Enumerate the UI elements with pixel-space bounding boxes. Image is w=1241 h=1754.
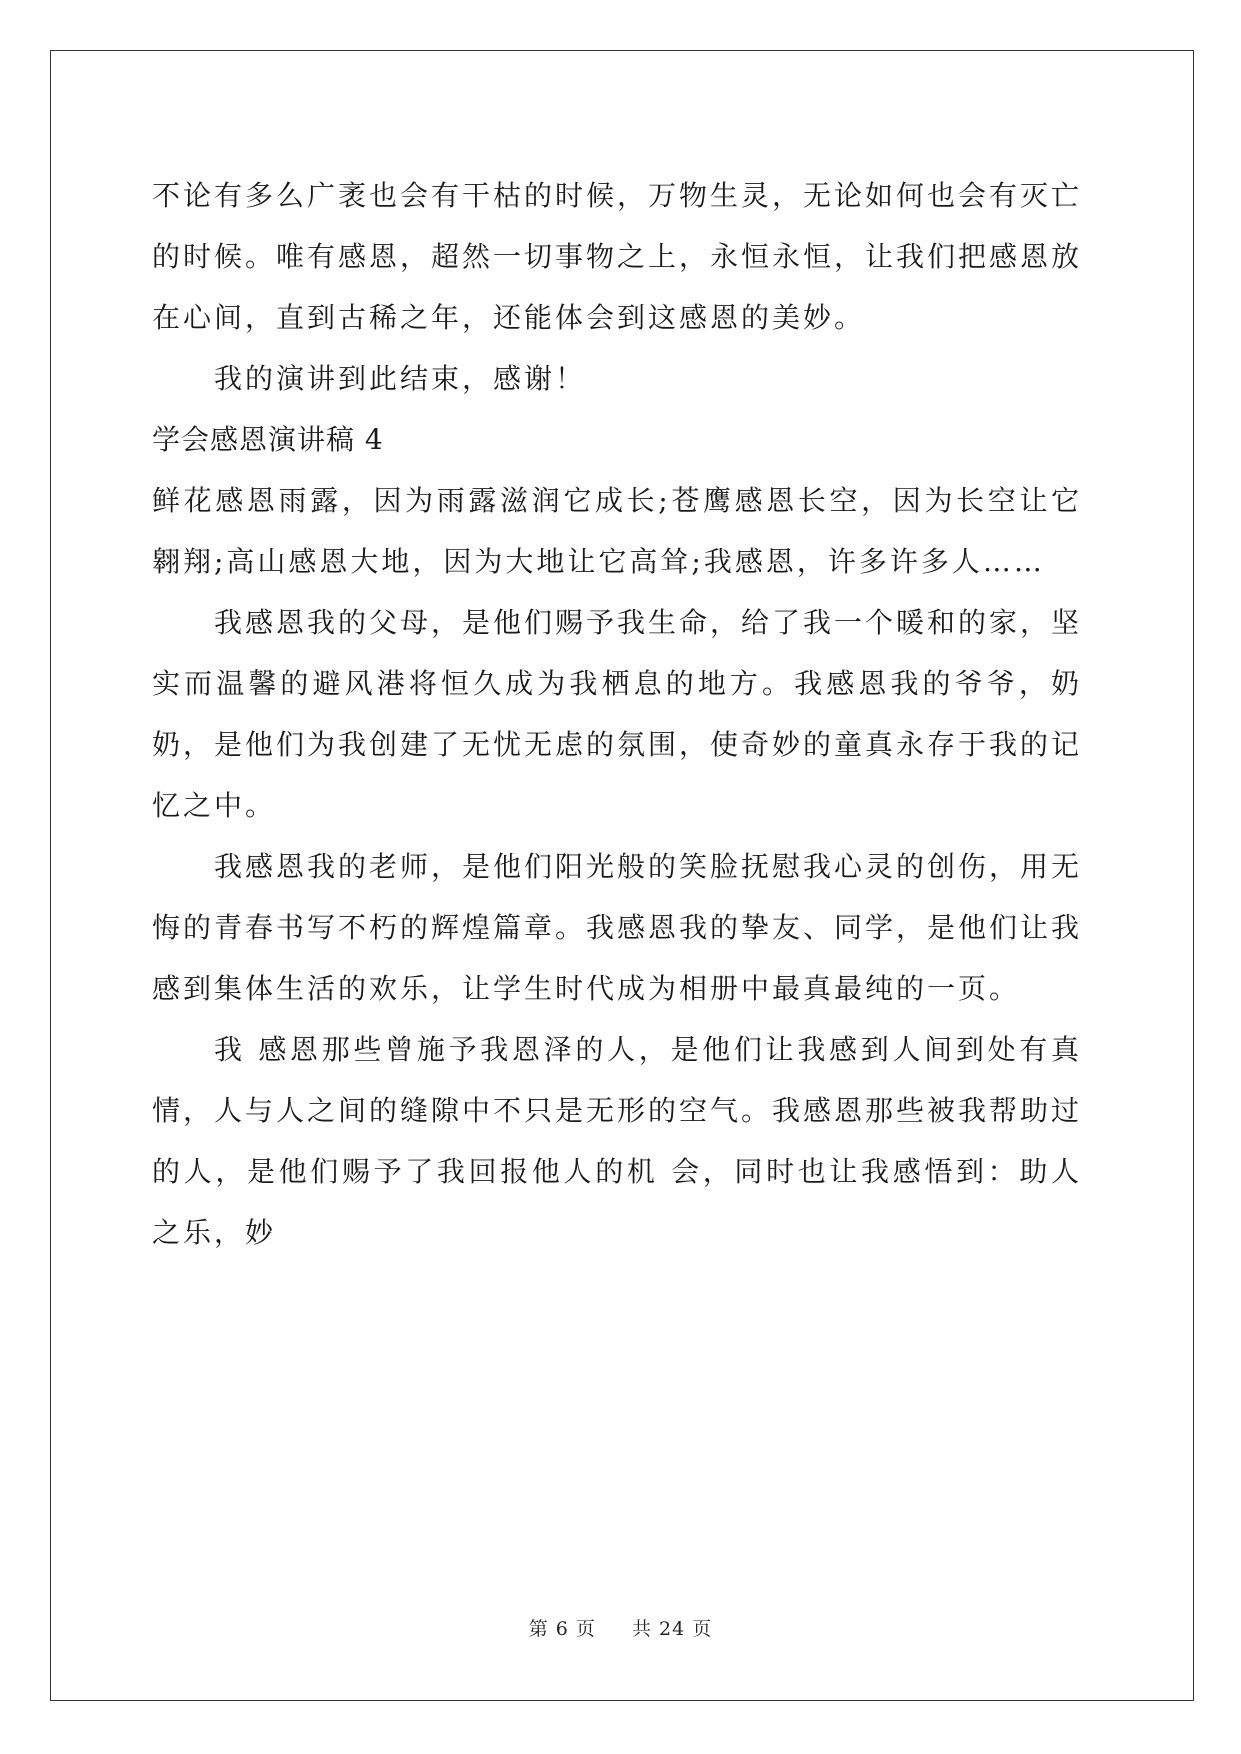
paragraph-2: 我的演讲到此结束，感谢！	[214, 362, 587, 395]
section-heading: 学会感恩演讲稿 4	[152, 423, 384, 456]
paragraph-3: 鲜花感恩雨露，因为雨露滋润它成长;苍鹰感恩长空，因为长空让它翱翔;高山感恩大地，因为大地让它高耸;我感恩，许多许多人……	[152, 484, 1082, 578]
page-footer	[0, 1614, 1241, 1641]
paragraph-1: 不论有多么广袤也会有干枯的时候，万物生灵，无论如何也会有灭亡的时候。唯有感恩，超然一切事物之上，永恒永恒，让我们把感恩放在心间，直到古稀之年，还能体会到这感恩的美妙。	[152, 179, 1083, 334]
document-body	[152, 165, 1082, 1263]
page-total: 共 24 页	[632, 1618, 713, 1640]
paragraph-4: 我感恩我的父母，是他们赐予我生命，给了我一个暖和的家，坚实而温馨的避风港将恒久成为我栖息的地方。我感恩我的爷爷，奶奶，是他们为我创建了无忧无虑的氛围，使奇妙的童真永存于我的记忆之中。	[152, 606, 1083, 822]
paragraph-6: 我 感恩那些曾施予我恩泽的人，是他们让我感到人间到处有真情，人与人之间的缝隙中不只是无形的空气。我感恩那些被我帮助过的人，是他们赐予了我回报他人的机 会，同时也让我感悟到：助人之乐，妙	[152, 1033, 1083, 1249]
paragraph-5: 我感恩我的老师，是他们阳光般的笑脸抚慰我心灵的创伤，用无悔的青春书写不朽的辉煌篇章。我感恩我的挚友、同学，是他们让我感到集体生活的欢乐，让学生时代成为相册中最真最纯的一页。	[152, 850, 1083, 1005]
page-number: 第 6 页	[528, 1618, 596, 1640]
